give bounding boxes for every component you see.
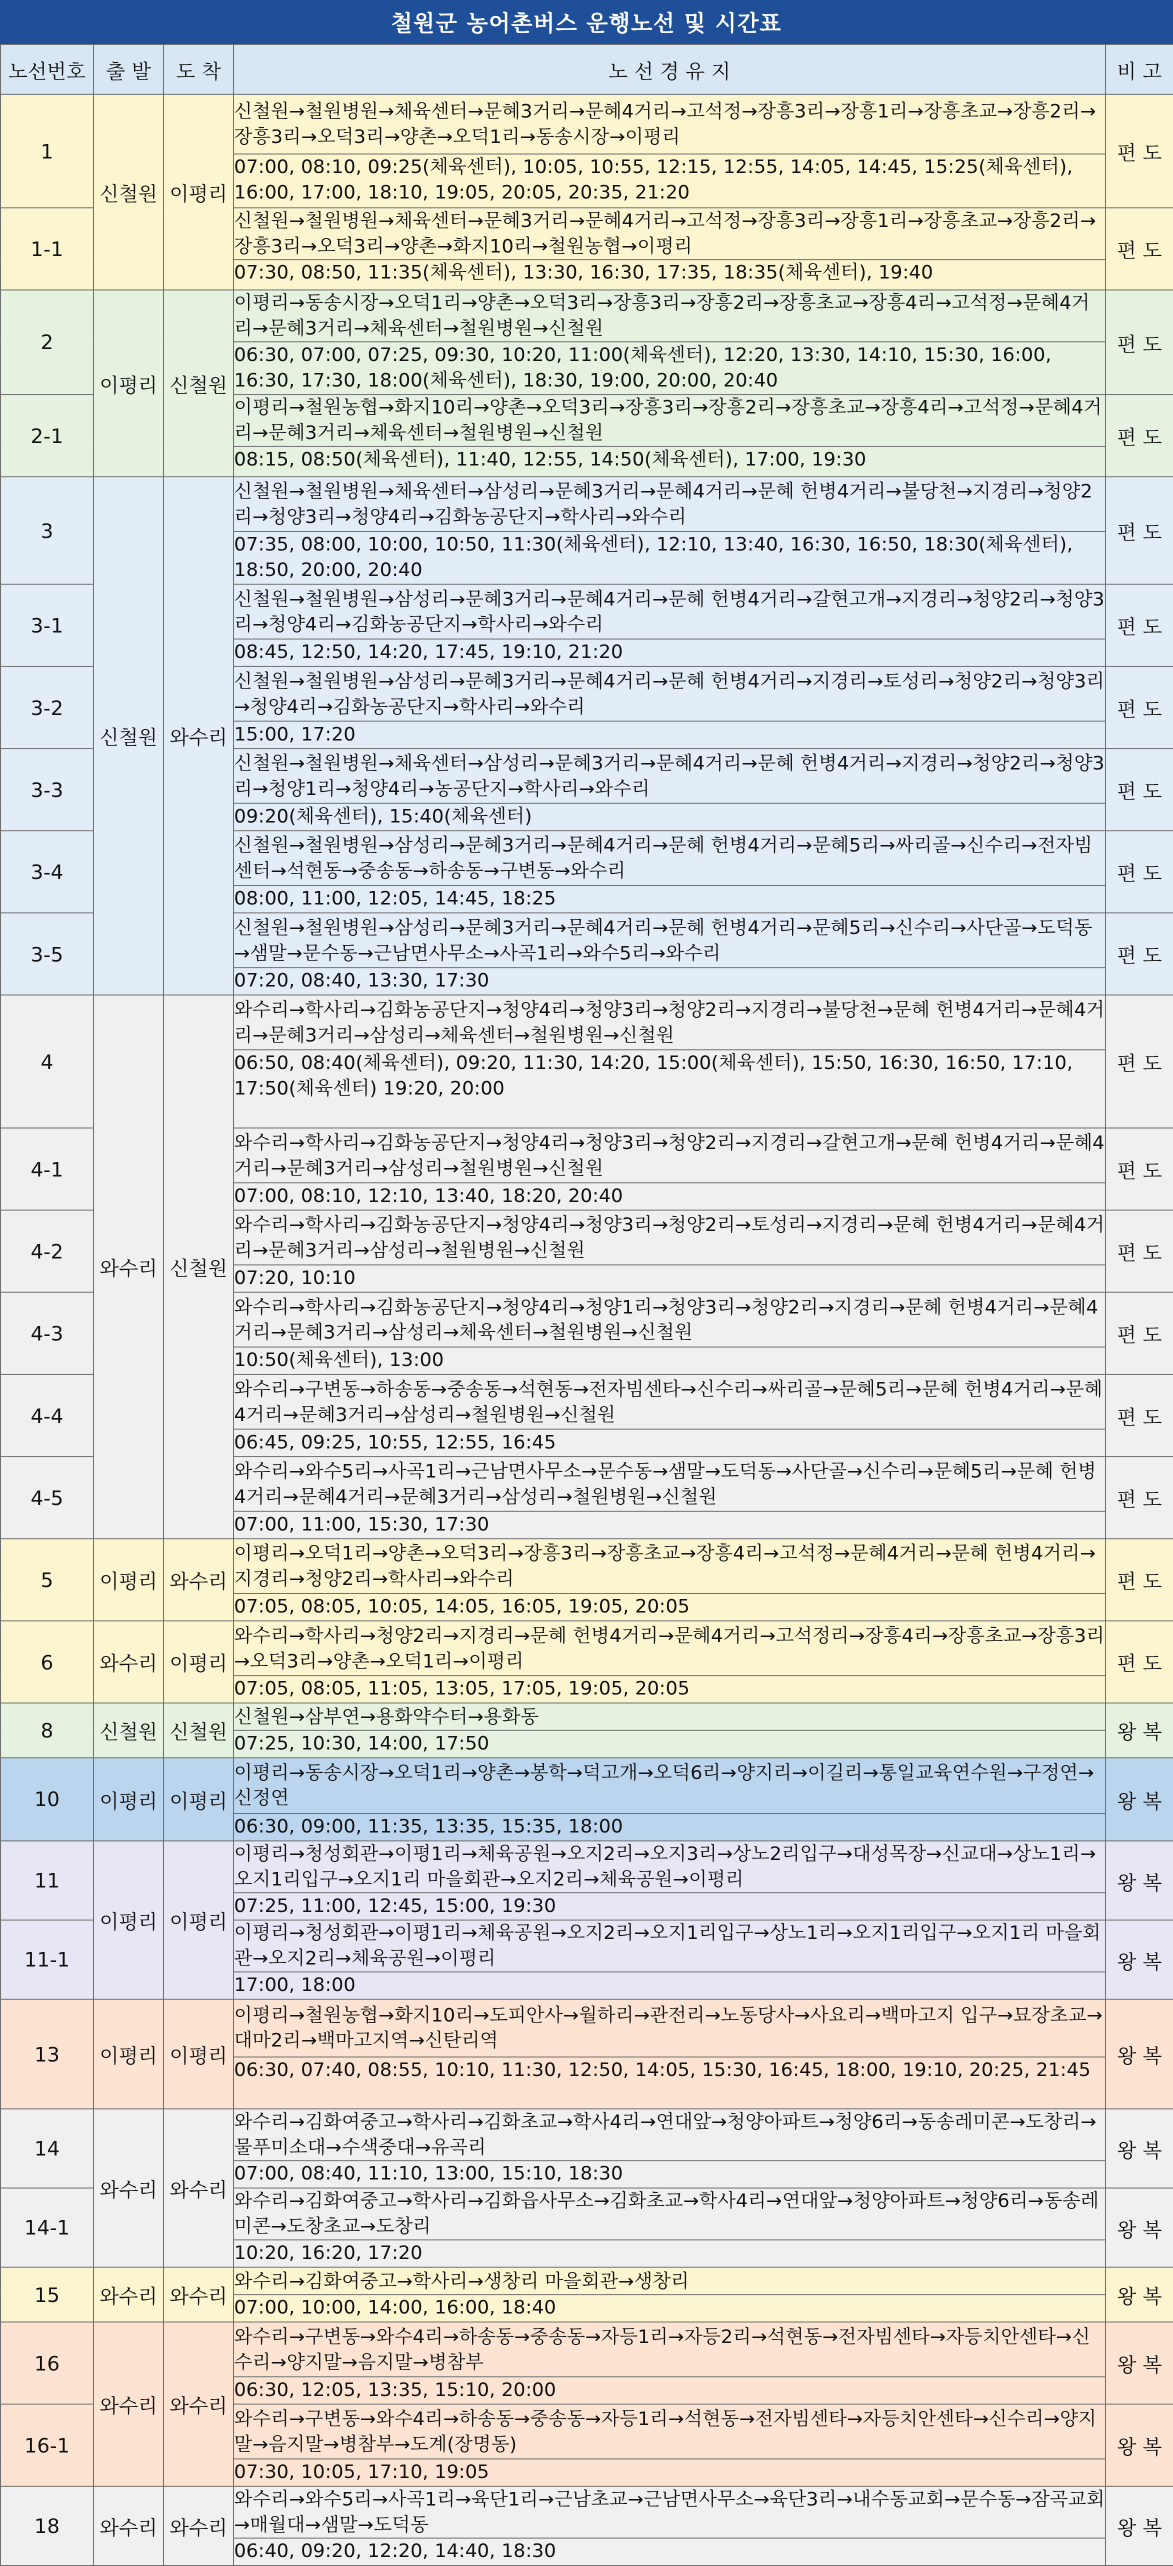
schedule-cell: 17:00, 18:00 xyxy=(234,1972,1106,1999)
origin-cell: 이평리 xyxy=(94,290,164,477)
route-note-cell: 편 도 xyxy=(1106,1292,1173,1374)
route-stops-cell: 와수리→구변동→와수4리→하송동→중송동→자등1리→자등2리→석현동→전자빔센타→자등치안센타→신수리→양지말→음지말→병참부 xyxy=(234,2322,1106,2377)
origin-cell: 이평리 xyxy=(94,1841,164,1999)
route-number-cell: 15 xyxy=(1,2267,94,2322)
route-number-cell: 3 xyxy=(1,477,94,585)
destination-cell: 와수리 xyxy=(164,2322,234,2486)
route-number-cell: 14-1 xyxy=(1,2188,94,2267)
route-number-cell: 8 xyxy=(1,1703,94,1758)
route-note-cell: 편 도 xyxy=(1106,749,1173,831)
route-number-cell: 14 xyxy=(1,2109,94,2188)
route-number-cell: 13 xyxy=(1,1999,94,2109)
route-row xyxy=(1,290,1173,342)
route-stops-cell: 와수리→와수5리→사곡1리→육단1리→근남초교→근남면사무소→육단3리→내수동교회→문수동→잠곡교회→매월대→샘말→도덕동 xyxy=(234,2486,1106,2538)
route-row xyxy=(1,2267,1173,2294)
schedule-cell: 07:00, 08:40, 11:10, 13:00, 15:10, 18:30 xyxy=(234,2161,1106,2188)
schedule-cell: 06:30, 07:00, 07:25, 09:30, 10:20, 11:00(체육센터), 12:20, 13:30, 14:10, 15:30, 16:00, 16:30, 17:30, 18:00(체육센터), 18:30, 19:00, 20:00, 20:40 xyxy=(234,342,1106,395)
route-row xyxy=(1,1703,1173,1730)
header-route-no: 노선번호 xyxy=(1,44,94,94)
route-note-cell: 편 도 xyxy=(1106,1621,1173,1703)
route-stops-cell: 와수리→학사리→김화농공단지→청양4리→청양3리→청양2리→지경리→갈현고개→문혜 헌병4거리→문혜4거리→문혜3거리→삼성리→철원병원→신철원 xyxy=(234,1128,1106,1183)
destination-cell: 신철원 xyxy=(164,290,234,477)
schedule-cell: 07:30, 08:50, 11:35(체육센터), 13:30, 16:30, 17:35, 18:35(체육센터), 19:40 xyxy=(234,260,1106,290)
route-number-cell: 18 xyxy=(1,2486,94,2565)
route-note-cell: 편 도 xyxy=(1106,666,1173,748)
origin-cell: 와수리 xyxy=(94,1621,164,1703)
route-number-cell: 4-4 xyxy=(1,1374,94,1456)
schedule-cell: 07:20, 10:10 xyxy=(234,1265,1106,1292)
route-note-cell: 왕 복 xyxy=(1106,1758,1173,1841)
schedule-cell: 07:00, 11:00, 15:30, 17:30 xyxy=(234,1511,1106,1538)
schedule-cell: 07:05, 08:05, 11:05, 13:05, 17:05, 19:05, 20:05 xyxy=(234,1676,1106,1703)
schedule-cell: 08:45, 12:50, 14:20, 17:45, 19:10, 21:20 xyxy=(234,639,1106,666)
route-note-cell: 편 도 xyxy=(1106,1374,1173,1456)
route-row xyxy=(1,1539,1173,1594)
route-row xyxy=(1,94,1173,154)
route-note-cell: 편 도 xyxy=(1106,831,1173,913)
route-number-cell: 5 xyxy=(1,1539,94,1621)
route-number-cell: 16-1 xyxy=(1,2404,94,2486)
schedule-cell: 06:30, 12:05, 13:35, 15:10, 20:00 xyxy=(234,2377,1106,2404)
destination-cell: 신철원 xyxy=(164,1703,234,1758)
route-stops-cell: 신철원→철원병원→체육센터→문혜3거리→문혜4거리→고석정→장흥3리→장흥1리→장흥초교→장흥2리→장흥3리→오덕3리→양촌→오덕1리→동송시장→이평리 xyxy=(234,94,1106,154)
route-number-cell: 4-5 xyxy=(1,1457,94,1539)
route-note-cell: 왕 복 xyxy=(1106,1841,1173,1920)
route-stops-cell: 와수리→김화여중고→학사리→김화초교→학사4리→연대앞→청양아파트→청양6리→동송레미콘→도창리→물푸미소대→수색중대→유곡리 xyxy=(234,2109,1106,2161)
origin-cell: 와수리 xyxy=(94,2322,164,2486)
route-row xyxy=(1,1621,1173,1676)
header-origin: 출 발 xyxy=(94,44,164,94)
schedule-cell: 08:00, 11:00, 12:05, 14:45, 18:25 xyxy=(234,885,1106,912)
route-row xyxy=(1,1841,1173,1893)
route-stops-cell: 이평리→청성회관→이평1리→체육공원→오지2리→오지1리입구→상노1리→오지1리입구→오지1리 마을회관→오지2리→체육공원→이평리 xyxy=(234,1920,1106,1972)
schedule-cell: 07:35, 08:00, 10:00, 10:50, 11:30(체육센터), 12:10, 13:40, 16:30, 16:50, 18:30(체육센터), 18:50, 20:00, 20:40 xyxy=(234,531,1106,584)
header-route-stops: 노 선 경 유 지 xyxy=(234,44,1106,94)
route-note-cell: 편 도 xyxy=(1106,1210,1173,1292)
route-stops-cell: 와수리→학사리→김화농공단지→청양4리→청양1리→청양3리→청양2리→지경리→문혜 헌병4거리→문혜4거리→문혜3거리→삼성리→체육센터→철원병원→신철원 xyxy=(234,1292,1106,1347)
route-number-cell: 10 xyxy=(1,1758,94,1841)
route-stops-cell: 신철원→철원병원→체육센터→문혜3거리→문혜4거리→고석정→장흥3리→장흥1리→장흥초교→장흥2리→장흥3리→오덕3리→양촌→화지10리→철원농협→이평리 xyxy=(234,208,1106,260)
route-stops-cell: 신철원→철원병원→삼성리→문혜3거리→문혜4거리→문혜 헌병4거리→문혜5리→신수리→사단골→도덕동→샘말→문수동→근남면사무소→사곡1리→와수5리→와수리 xyxy=(234,913,1106,968)
route-note-cell: 편 도 xyxy=(1106,913,1173,995)
route-number-cell: 4 xyxy=(1,995,94,1128)
schedule-cell: 06:30, 07:40, 08:55, 10:10, 11:30, 12:50, 14:05, 15:30, 16:45, 18:00, 19:10, 20:25, 21:45 xyxy=(234,2057,1106,2109)
route-stops-cell: 와수리→구변동→와수4리→하송동→중송동→자등1리→석현동→전자빔센타→자등치안센타→신수리→양지말→음지말→병참부→도계(장명동) xyxy=(234,2404,1106,2459)
route-number-cell: 2-1 xyxy=(1,395,94,477)
route-note-cell: 편 도 xyxy=(1106,995,1173,1128)
route-row xyxy=(1,2109,1173,2161)
route-stops-cell: 신철원→철원병원→체육센터→삼성리→문혜3거리→문혜4거리→문혜 헌병4거리→불당천→지경리→청양2리→청양3리→청양4리→김화농공단지→학사리→와수리 xyxy=(234,477,1106,532)
origin-cell: 와수리 xyxy=(94,995,164,1539)
schedule-cell: 07:00, 08:10, 09:25(체육센터), 10:05, 10:55, 12:15, 12:55, 14:05, 14:45, 15:25(체육센터), 16:00, 17:00, 18:10, 19:05, 20:05, 20:35, 21:20 xyxy=(234,154,1106,208)
route-note-cell: 편 도 xyxy=(1106,1457,1173,1539)
header-note: 비 고 xyxy=(1106,44,1173,94)
destination-cell: 와수리 xyxy=(164,1539,234,1621)
destination-cell: 이평리 xyxy=(164,94,234,290)
route-stops-cell: 와수리→구변동→하송동→중송동→석현동→전자빔센타→신수리→싸리골→문혜5리→문혜 헌병4거리→문혜4거리→문혜3거리→삼성리→철원병원→신철원 xyxy=(234,1374,1106,1429)
destination-cell: 이평리 xyxy=(164,1758,234,1841)
route-row xyxy=(1,1758,1173,1814)
origin-cell: 이평리 xyxy=(94,1539,164,1621)
route-note-cell: 왕 복 xyxy=(1106,2188,1173,2267)
route-number-cell: 11 xyxy=(1,1841,94,1920)
header-destination: 도 착 xyxy=(164,44,234,94)
route-note-cell: 편 도 xyxy=(1106,584,1173,666)
route-note-cell: 편 도 xyxy=(1106,290,1173,395)
route-table xyxy=(0,44,1173,2566)
schedule-cell: 09:20(체육센터), 15:40(체육센터) xyxy=(234,803,1106,830)
route-stops-cell: 와수리→김화여중고→학사리→생창리 마을회관→생창리 xyxy=(234,2267,1106,2294)
destination-cell: 와수리 xyxy=(164,2486,234,2565)
schedule-cell: 10:50(체육센터), 13:00 xyxy=(234,1347,1106,1374)
origin-cell: 신철원 xyxy=(94,1703,164,1758)
route-note-cell: 편 도 xyxy=(1106,94,1173,207)
route-note-cell: 편 도 xyxy=(1106,208,1173,290)
route-number-cell: 4-2 xyxy=(1,1210,94,1292)
route-note-cell: 왕 복 xyxy=(1106,2404,1173,2486)
route-number-cell: 3-1 xyxy=(1,584,94,666)
route-stops-cell: 이평리→철원농협→화지10리→도피안사→월하리→관전리→노동당사→사요리→백마고지 입구→묘장초교→대마2리→백마고지역→신탄리역 xyxy=(234,1999,1106,2057)
route-stops-cell: 이평리→동송시장→오덕1리→양촌→봉학→덕고개→오덕6리→양지리→이길리→통일교육연수원→구정연→신정연 xyxy=(234,1758,1106,1814)
route-note-cell: 왕 복 xyxy=(1106,1920,1173,1999)
route-stops-cell: 이평리→동송시장→오덕1리→양촌→오덕3리→장흥3리→장흥2리→장흥초교→장흥4리→고석정→문혜4거리→문혜3거리→체육센터→철원병원→신철원 xyxy=(234,290,1106,342)
route-stops-cell: 신철원→삼부연→용화약수터→용화동 xyxy=(234,1703,1106,1730)
schedule-cell: 15:00, 17:20 xyxy=(234,721,1106,748)
destination-cell: 이평리 xyxy=(164,1621,234,1703)
origin-cell: 와수리 xyxy=(94,2267,164,2322)
schedule-cell: 06:30, 09:00, 11:35, 13:35, 15:35, 18:00 xyxy=(234,1814,1106,1841)
schedule-cell: 07:00, 10:00, 14:00, 16:00, 18:40 xyxy=(234,2295,1106,2322)
route-number-cell: 6 xyxy=(1,1621,94,1703)
origin-cell: 신철원 xyxy=(94,94,164,290)
schedule-cell: 07:00, 08:10, 12:10, 13:40, 18:20, 20:40 xyxy=(234,1183,1106,1210)
route-number-cell: 1 xyxy=(1,94,94,207)
route-row xyxy=(1,2322,1173,2377)
destination-cell: 이평리 xyxy=(164,1999,234,2109)
destination-cell: 와수리 xyxy=(164,2109,234,2267)
route-stops-cell: 이평리→철원농협→화지10리→양촌→오덕3리→장흥3리→장흥2리→장흥초교→장흥4리→고석정→문혜4거리→문혜3거리→체육센터→철원병원→신철원 xyxy=(234,395,1106,447)
route-number-cell: 1-1 xyxy=(1,208,94,290)
origin-cell: 와수리 xyxy=(94,2109,164,2267)
route-number-cell: 2 xyxy=(1,290,94,395)
schedule-cell: 07:30, 10:05, 17:10, 19:05 xyxy=(234,2459,1106,2486)
schedule-cell: 06:50, 08:40(체육센터), 09:20, 11:30, 14:20, 15:00(체육센터), 15:50, 16:30, 16:50, 17:10, 17:50(체육센터) 19:20, 20:00 xyxy=(234,1050,1106,1128)
route-row xyxy=(1,1999,1173,2057)
route-stops-cell: 신철원→철원병원→체육센터→삼성리→문혜3거리→문혜4거리→문혜 헌병4거리→지경리→청양2리→청양3리→청양1리→청양4리→농공단지→학사리→와수리 xyxy=(234,749,1106,804)
schedule-cell: 08:15, 08:50(체육센터), 11:40, 12:55, 14:50(체육센터), 17:00, 19:30 xyxy=(234,446,1106,476)
route-stops-cell: 와수리→학사리→김화농공단지→청양4리→청양3리→청양2리→토성리→지경리→문혜 헌병4거리→문혜4거리→문혜3거리→삼성리→철원병원→신철원 xyxy=(234,1210,1106,1265)
route-stops-cell: 신철원→철원병원→삼성리→문혜3거리→문혜4거리→문혜 헌병4거리→문혜5리→싸리골→신수리→전자빔센터→석현동→중송동→하송동→구변동→와수리 xyxy=(234,831,1106,886)
schedule-cell: 07:20, 08:40, 13:30, 17:30 xyxy=(234,968,1106,995)
origin-cell: 이평리 xyxy=(94,1758,164,1841)
route-stops-cell: 와수리→학사리→청양2리→지경리→문혜 헌병4거리→문혜4거리→고석정리→장흥4리→장흥초교→장흥3리→오덕3리→양촌→오덕1리→이평리 xyxy=(234,1621,1106,1676)
page-title: 철원군 농어촌버스 운행노선 및 시간표 xyxy=(0,0,1173,44)
destination-cell: 이평리 xyxy=(164,1841,234,1999)
route-stops-cell: 신철원→철원병원→삼성리→문혜3거리→문혜4거리→문혜 헌병4거리→지경리→토성리→청양2리→청양3리→청양4리→김화농공단지→학사리→와수리 xyxy=(234,666,1106,721)
schedule-cell: 06:45, 09:25, 10:55, 12:55, 16:45 xyxy=(234,1429,1106,1456)
route-note-cell: 편 도 xyxy=(1106,1539,1173,1621)
route-number-cell: 3-4 xyxy=(1,831,94,913)
route-note-cell: 왕 복 xyxy=(1106,2322,1173,2404)
route-row xyxy=(1,995,1173,1050)
table-header-row xyxy=(1,44,1173,94)
destination-cell: 와수리 xyxy=(164,477,234,995)
schedule-cell: 10:20, 16:20, 17:20 xyxy=(234,2240,1106,2267)
route-note-cell: 편 도 xyxy=(1106,1128,1173,1210)
route-note-cell: 편 도 xyxy=(1106,395,1173,477)
schedule-cell: 07:25, 11:00, 12:45, 15:00, 19:30 xyxy=(234,1893,1106,1920)
route-stops-cell: 이평리→청성회관→이평1리→체육공원→오지2리→오지3리→상노2리입구→대성목장→신교대→상노1리→오지1리입구→오지1리 마을회관→오지2리→체육공원→이평리 xyxy=(234,1841,1106,1893)
route-number-cell: 3-3 xyxy=(1,749,94,831)
route-number-cell: 3-5 xyxy=(1,913,94,995)
route-note-cell: 왕 복 xyxy=(1106,2267,1173,2322)
origin-cell: 신철원 xyxy=(94,477,164,995)
route-stops-cell: 와수리→김화여중고→학사리→김화읍사무소→김화초교→학사4리→연대앞→청양아파트→청양6리→동송레미콘→도창초교→도창리 xyxy=(234,2188,1106,2240)
route-number-cell: 3-2 xyxy=(1,666,94,748)
route-row xyxy=(1,2486,1173,2538)
destination-cell: 와수리 xyxy=(164,2267,234,2322)
origin-cell: 와수리 xyxy=(94,2486,164,2565)
route-number-cell: 4-1 xyxy=(1,1128,94,1210)
route-row xyxy=(1,477,1173,532)
schedule-cell: 06:40, 09:20, 12:20, 14:40, 18:30 xyxy=(234,2538,1106,2565)
route-note-cell: 왕 복 xyxy=(1106,2486,1173,2565)
schedule-cell: 07:05, 08:05, 10:05, 14:05, 16:05, 19:05, 20:05 xyxy=(234,1593,1106,1620)
route-note-cell: 편 도 xyxy=(1106,477,1173,585)
route-note-cell: 왕 복 xyxy=(1106,2109,1173,2188)
route-stops-cell: 이평리→오덕1리→양촌→오덕3리→장흥3리→장흥초교→장흥4리→고석정→문혜4거리→문혜 헌병4거리→지경리→청양2리→학사리→와수리 xyxy=(234,1539,1106,1594)
schedule-cell: 07:25, 10:30, 14:00, 17:50 xyxy=(234,1730,1106,1757)
route-stops-cell: 와수리→와수5리→사곡1리→근남면사무소→문수동→샘말→도덕동→사단골→신수리→문혜5리→문혜 헌병4거리→문혜4거리→문혜3거리→삼성리→철원병원→신철원 xyxy=(234,1457,1106,1512)
route-number-cell: 16 xyxy=(1,2322,94,2404)
route-note-cell: 왕 복 xyxy=(1106,1703,1173,1758)
destination-cell: 신철원 xyxy=(164,995,234,1539)
route-stops-cell: 와수리→학사리→김화농공단지→청양4리→청양3리→청양2리→지경리→불당천→문혜 헌병4거리→문혜4거리→문혜3거리→삼성리→체육센터→철원병원→신철원 xyxy=(234,995,1106,1050)
route-number-cell: 11-1 xyxy=(1,1920,94,1999)
route-number-cell: 4-3 xyxy=(1,1292,94,1374)
route-note-cell: 왕 복 xyxy=(1106,1999,1173,2109)
route-stops-cell: 신철원→철원병원→삼성리→문혜3거리→문혜4거리→문혜 헌병4거리→갈현고개→지경리→청양2리→청양3리→청양4리→김화농공단지→학사리→와수리 xyxy=(234,584,1106,639)
origin-cell: 이평리 xyxy=(94,1999,164,2109)
